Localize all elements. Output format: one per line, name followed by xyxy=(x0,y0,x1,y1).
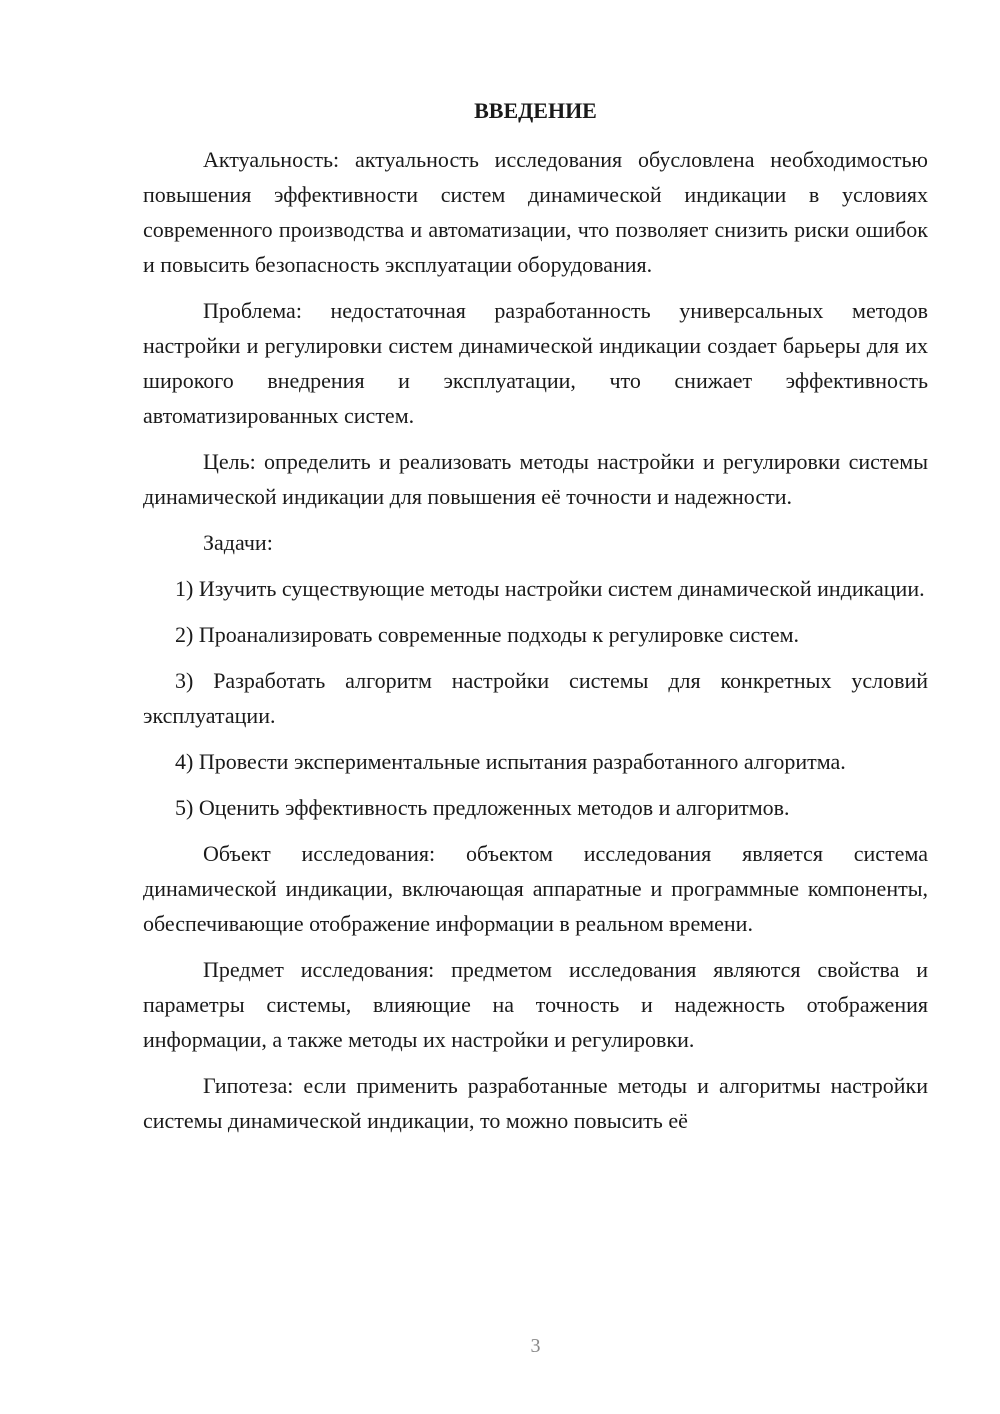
paragraph-hypothesis: Гипотеза: если применить разработанные методы и алгоритмы настройки системы динамической индикации, то можно повысить её xyxy=(143,1073,928,1133)
task-item-4: 4) Провести экспериментальные испытания разработанного алгоритма. xyxy=(175,749,846,774)
paragraph-problem: Проблема: недостаточная разработанность универсальных методов настройки и регулировки систем динамической индикации создает барьеры для их широкого внедрения и эксплуатации, что снижает эффективность автоматизированных систем. xyxy=(143,298,928,428)
task-item-5: 5) Оценить эффективность предложенных методов и алгоритмов. xyxy=(175,795,790,820)
paragraph-object: Объект исследования: объектом исследования является система динамической индикации, включающая аппаратные и программные компоненты, обеспечивающие отображение информации в реальном времени. xyxy=(143,841,928,936)
document-page xyxy=(143,0,928,1414)
task-item-2: 2) Проанализировать современные подходы к регулировке систем. xyxy=(175,622,800,647)
paragraph-goal: Цель: определить и реализовать методы настройки и регулировки системы динамической индикации для повышения её точности и надежности. xyxy=(143,449,928,509)
paragraph-subject: Предмет исследования: предметом исследования являются свойства и параметры системы, влияющие на точность и надежность отображения информации, а также методы их настройки и регулировки. xyxy=(143,957,928,1052)
task-item-1: 1) Изучить существующие методы настройки систем динамической индикации. xyxy=(175,576,925,601)
page-number: 3 xyxy=(530,1335,541,1357)
document-body xyxy=(143,142,928,1149)
section-heading: ВВЕДЕНИЕ xyxy=(474,98,597,123)
paragraph-relevance: Актуальность: актуальность исследования обусловлена необходимостью повышения эффективности систем динамической индикации в условиях современного производства и автоматизации, что позволяет снизить риски ошибок и повысить безопасность эксплуатации оборудования. xyxy=(143,147,928,277)
task-item-3: 3) Разработать алгоритм настройки системы для конкретных условий эксплуатации. xyxy=(143,668,928,728)
tasks-label: Задачи: xyxy=(203,530,273,555)
